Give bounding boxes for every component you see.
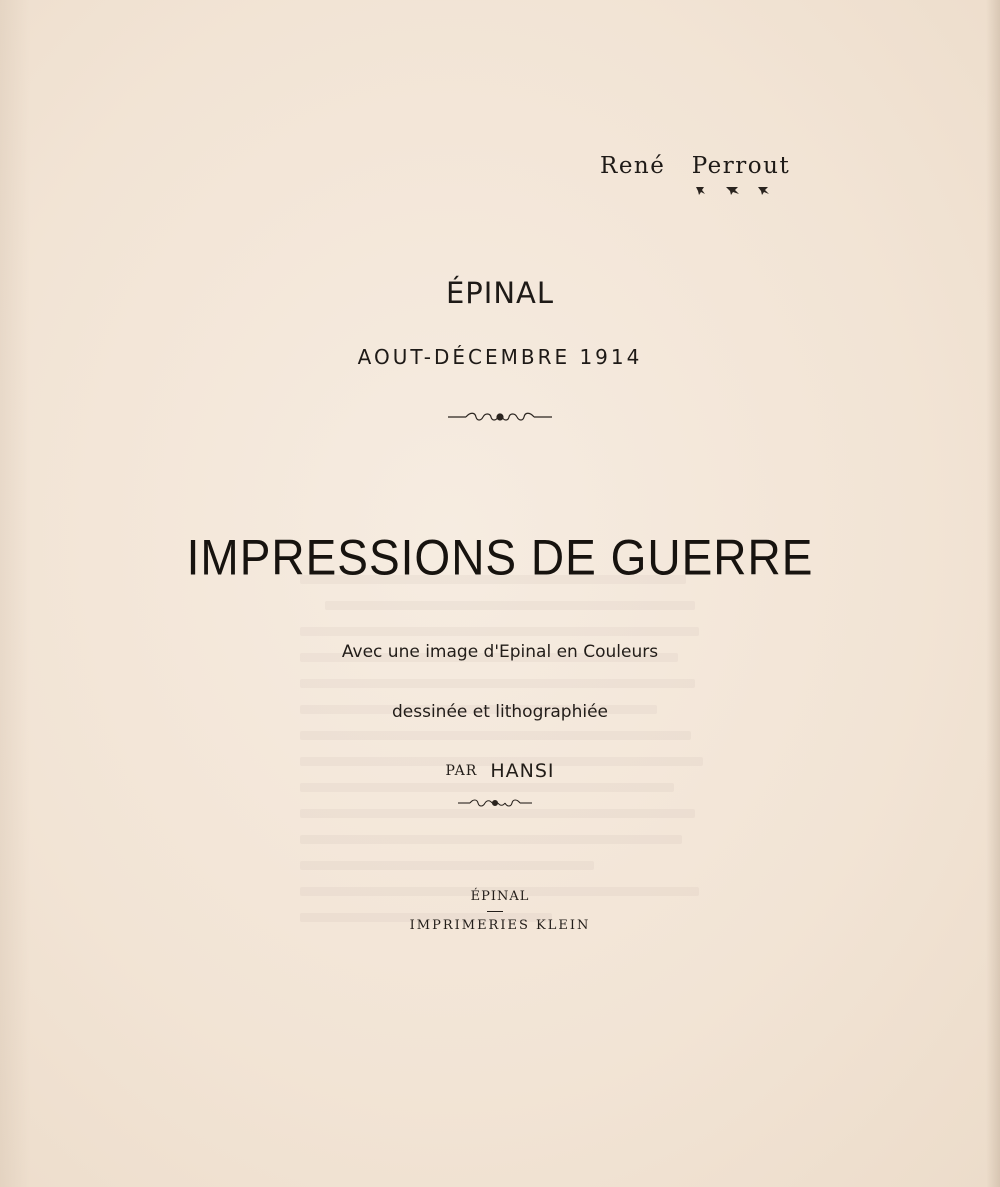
imprint-divider [487,911,503,912]
illustrator-name: HANSI [490,760,555,782]
subtitle-line-2: dessinée et lithographiée [391,702,608,722]
subtitle-line-1: Avec une image d'Epinal en Couleurs [341,642,659,662]
illustrator-byline [0,760,1000,782]
binding-shadow [0,0,30,1187]
imprint-printer: IMPRIMERIES KLEIN [409,918,591,933]
author-first-name: René [600,153,666,179]
author-name [600,153,860,179]
fleuron-ornament-icon [692,183,782,197]
scroll-ornament-small-icon [458,797,532,809]
date-range: AOUT-DÉCEMBRE 1914 [357,345,643,369]
place-heading: ÉPINAL [445,276,555,310]
scroll-ornament-icon [448,410,552,424]
byline-prefix: PAR [445,763,478,779]
author-last-name: Perrout [691,153,791,179]
page-edge-shadow [986,0,1000,1187]
book-title: IMPRESSIONS DE GUERRE [186,528,814,586]
imprint-place: ÉPINAL [470,889,530,904]
